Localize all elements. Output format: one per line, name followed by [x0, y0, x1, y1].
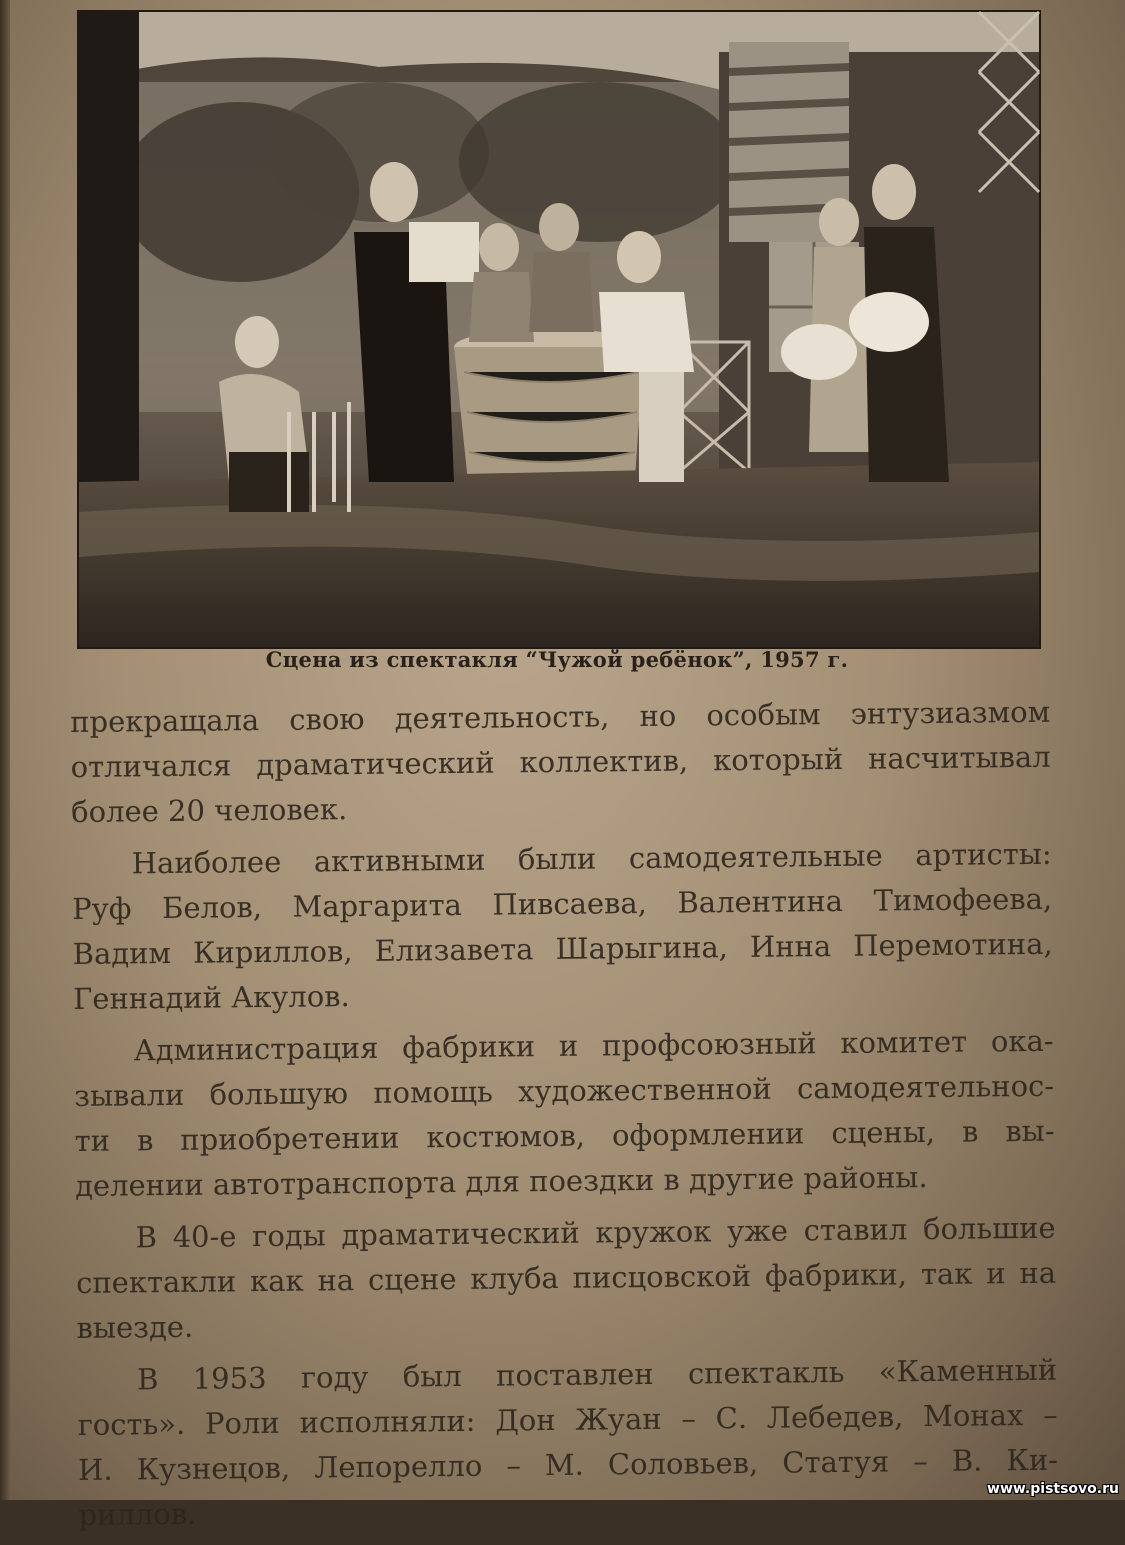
paragraph [73, 1019, 1055, 1209]
paragraph [71, 832, 1053, 1022]
text-line: В 1953 году был поставлен спектакль «Каменный [136, 1352, 1058, 1397]
paragraph [77, 1348, 1059, 1538]
text-line: гость». Роли исполняли: Дон Жуан – С. Лебедев, Монах – [77, 1397, 1058, 1442]
photo-caption: Сцена из спектакля “Чужой ребёнок”, 1957 г. [265, 647, 849, 672]
text-line: Руф Белов, Маргарита Пивсаева, Валентина Тимофеева, [72, 881, 1053, 926]
site-watermark: www.pistsovo.ru [987, 1481, 1119, 1497]
page-edge [0, 0, 10, 1500]
text-line: ти в приобретении костюмов, оформлении сцены, в вы- [74, 1113, 1055, 1158]
paragraph [75, 1206, 1056, 1351]
stage-photo [77, 10, 1041, 649]
text-line: прекращала свою деятельность, но особым энтузиазмом [70, 694, 1051, 739]
text-line: спектакли как на сцене клуба писцовской фабрики, так и на [75, 1255, 1057, 1300]
text-line: Вадим Кириллов, Елизавета Шарыгина, Инна Перемотина, [72, 926, 1053, 971]
text-line: Наиболее активными были самодеятельные артисты: [131, 836, 1052, 881]
text-line: риллов. [78, 1496, 197, 1532]
text-line: отличался драматический коллектив, который насчитывал [70, 739, 1051, 784]
text-line: И. Кузнецов, Лепорелло – М. Соловьев, Статуя – В. Ки- [77, 1442, 1059, 1487]
body-text [70, 690, 1059, 1545]
text-line: выезде. [76, 1309, 194, 1345]
stage-photo-illustration [79, 12, 1039, 647]
text-line: делении автотранспорта для поездки в другие районы. [74, 1160, 928, 1203]
text-line: Геннадий Акулов. [72, 979, 350, 1016]
text-line: более 20 человек. [70, 792, 348, 829]
text-line: зывали большую помощь художественной самодеятельнос- [73, 1068, 1055, 1113]
paragraph [70, 690, 1051, 835]
text-line: Администрация фабрики и профсоюзный комитет ока- [133, 1023, 1054, 1068]
text-line: В 40-е годы драматический кружок уже ставил большие [135, 1210, 1056, 1255]
